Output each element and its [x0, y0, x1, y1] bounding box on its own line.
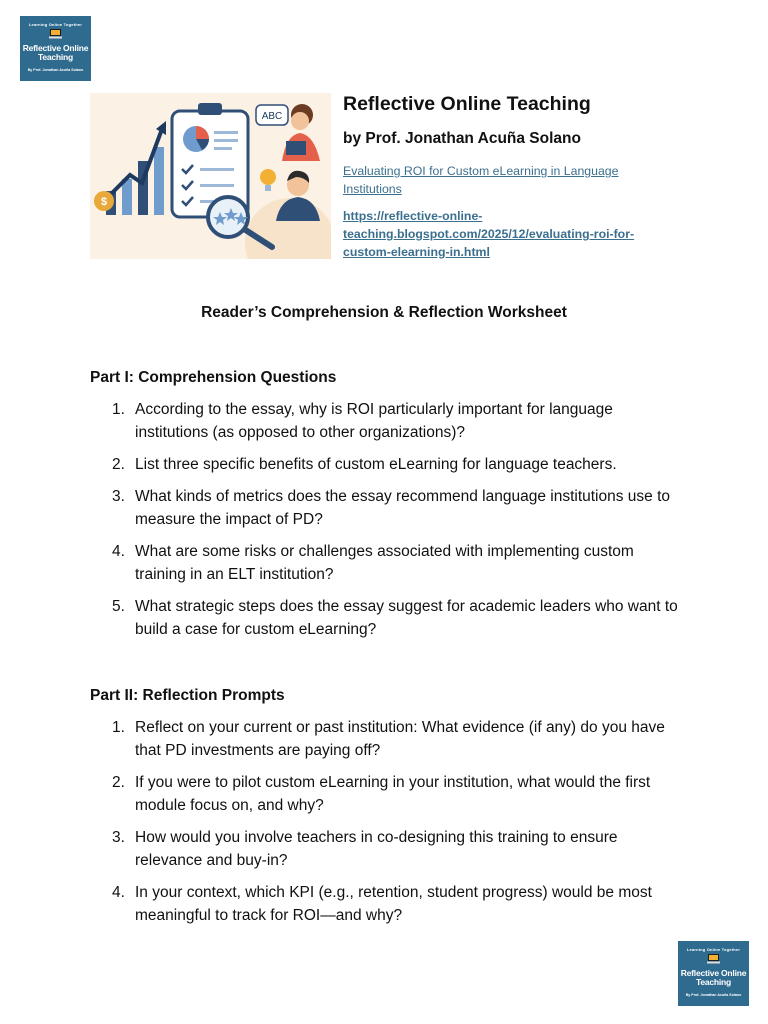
svg-text:ABC: ABC: [261, 111, 283, 122]
part2-section: [90, 687, 680, 927]
item-number: 3.: [112, 829, 125, 846]
item-number: 4.: [112, 884, 125, 901]
item-number: 3.: [112, 488, 125, 505]
logo-byline: By Prof. Jonathan Acuña Solano: [27, 68, 84, 72]
item-number: 1.: [112, 719, 125, 736]
item-text: What are some risks or challenges associated with implementing custom training in an ELT institution?: [135, 543, 634, 583]
speech-bubble-icon: [256, 105, 288, 125]
part1-heading: Part I: Comprehension Questions: [90, 369, 337, 386]
list-item: [90, 453, 680, 476]
item-number: 5.: [112, 598, 125, 615]
laptop-icon: [49, 29, 62, 39]
item-number: 4.: [112, 543, 125, 560]
logo-tagline: Learning Online Together: [28, 22, 83, 27]
item-text: What strategic steps does the essay suggest for academic leaders who want to build a case for custom eLearning?: [135, 598, 678, 638]
list-item: [90, 595, 680, 641]
logo-tagline: Learning Online Together: [686, 947, 741, 952]
logo-bottom-right: [678, 941, 749, 1006]
logo-name: Reflective Online Teaching: [680, 968, 747, 987]
part2-heading: Part II: Reflection Prompts: [90, 687, 285, 704]
part1-list: [90, 398, 680, 641]
hero-illustration: [90, 93, 331, 259]
list-item: [90, 826, 680, 872]
item-text: If you were to pilot custom eLearning in your institution, what would the first module focus on, and why?: [135, 774, 651, 814]
coin-icon: [94, 191, 114, 211]
item-text: List three specific benefits of custom eLearning for language teachers.: [135, 456, 617, 473]
list-item: [90, 771, 680, 817]
item-text: Reflect on your current or past institution: What evidence (if any) do you have that PD investments are paying off?: [135, 719, 665, 759]
list-item: [90, 716, 680, 762]
item-text: According to the essay, why is ROI particularly important for language institutions (as opposed to other organizations)?: [135, 401, 613, 441]
list-item: [90, 485, 680, 531]
list-item: [90, 881, 680, 927]
svg-text:$: $: [100, 196, 108, 208]
worksheet-title: Reader’s Comprehension & Reflection Worksheet: [201, 304, 567, 321]
list-item: [90, 398, 680, 444]
item-number: 2.: [112, 456, 125, 473]
article-title-link[interactable]: Evaluating ROI for Custom eLearning in Language Institutions: [343, 164, 619, 196]
item-text: What kinds of metrics does the essay recommend language institutions use to measure the impact of PD?: [135, 488, 671, 528]
page-title: Reflective Online Teaching: [343, 93, 591, 115]
part2-list: [90, 716, 680, 927]
list-item: [90, 540, 680, 586]
laptop-icon: [707, 954, 720, 964]
author-line: by Prof. Jonathan Acuña Solano: [343, 130, 581, 147]
item-text: How would you involve teachers in co-designing this training to ensure relevance and buy-in?: [135, 829, 618, 869]
item-number: 1.: [112, 401, 125, 418]
logo-byline: By Prof. Jonathan Acuña Solano: [685, 993, 742, 997]
item-number: 2.: [112, 774, 125, 791]
item-text: In your context, which KPI (e.g., retention, student progress) would be most meaningful to track for ROI—and why?: [135, 884, 652, 924]
logo-top-left: [20, 16, 91, 81]
part1-section: [90, 369, 680, 641]
logo-name: Reflective Online Teaching: [22, 43, 89, 62]
article-url-link[interactable]: https://reflective-online-teaching.blogspot.com/2025/12/evaluating-roi-for-custom-elearning-in.html: [343, 209, 635, 259]
